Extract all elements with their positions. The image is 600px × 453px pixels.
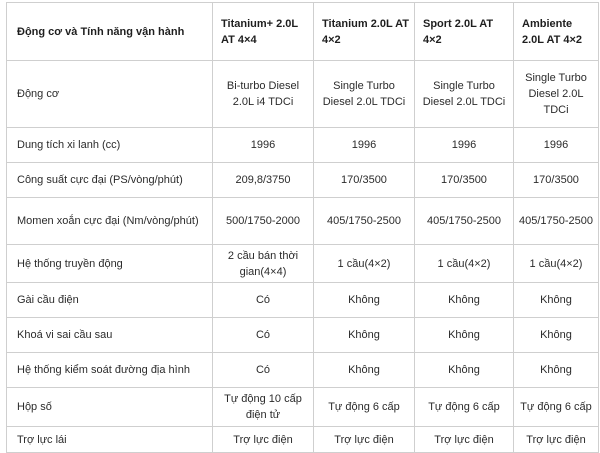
cell-value: Không <box>514 283 599 318</box>
cell-value: Không <box>415 318 514 353</box>
cell-value: 1996 <box>213 128 314 163</box>
cell-value: Tự động 6 cấp <box>514 388 599 427</box>
cell-value: 1 cầu(4×2) <box>314 245 415 283</box>
cell-value: 170/3500 <box>314 163 415 198</box>
cell-value: Tự động 6 cấp <box>314 388 415 427</box>
table-row <box>7 61 599 128</box>
cell-value: Bi-turbo Diesel 2.0L i4 TDCi <box>213 61 314 128</box>
row-label: Công suất cực đại (PS/vòng/phút) <box>7 163 213 198</box>
table-row <box>7 163 599 198</box>
cell-value: 1996 <box>314 128 415 163</box>
cell-value: Có <box>213 318 314 353</box>
row-label: Trợ lực lái <box>7 427 213 453</box>
table-row <box>7 318 599 353</box>
table-header-row <box>7 3 599 61</box>
cell-value: Không <box>314 318 415 353</box>
cell-value: Single Turbo Diesel 2.0L TDCi <box>415 61 514 128</box>
cell-value: Trợ lực điện <box>213 427 314 453</box>
cell-value: Có <box>213 283 314 318</box>
header-feature: Động cơ và Tính năng vận hành <box>7 3 213 61</box>
cell-value: 1996 <box>415 128 514 163</box>
header-sport: Sport 2.0L AT 4×2 <box>415 3 514 61</box>
cell-value: Single Turbo Diesel 2.0L TDCi <box>514 61 599 128</box>
cell-value: 1996 <box>514 128 599 163</box>
table-row <box>7 388 599 427</box>
cell-value: Không <box>514 353 599 388</box>
cell-value: Không <box>415 283 514 318</box>
cell-value: Không <box>415 353 514 388</box>
cell-value: Trợ lực điện <box>314 427 415 453</box>
row-label: Hệ thống truyền động <box>7 245 213 283</box>
spec-table <box>6 2 599 453</box>
row-label: Gài cầu điện <box>7 283 213 318</box>
cell-value: Tự động 10 cấp điện tử <box>213 388 314 427</box>
cell-value: 170/3500 <box>415 163 514 198</box>
cell-value: Có <box>213 353 314 388</box>
table-row <box>7 198 599 245</box>
table-row <box>7 283 599 318</box>
cell-value: 2 cầu bán thời gian(4×4) <box>213 245 314 283</box>
cell-value: Không <box>514 318 599 353</box>
cell-value: Không <box>314 283 415 318</box>
cell-value: 170/3500 <box>514 163 599 198</box>
row-label: Momen xoắn cực đại (Nm/vòng/phút) <box>7 198 213 245</box>
row-label: Động cơ <box>7 61 213 128</box>
header-titanium: Titanium 2.0L AT 4×2 <box>314 3 415 61</box>
cell-value: Single Turbo Diesel 2.0L TDCi <box>314 61 415 128</box>
cell-value: 209,8/3750 <box>213 163 314 198</box>
table-row <box>7 353 599 388</box>
cell-value: 1 cầu(4×2) <box>514 245 599 283</box>
header-ambiente: Ambiente 2.0L AT 4×2 <box>514 3 599 61</box>
header-titanium-plus: Titanium+ 2.0L AT 4×4 <box>213 3 314 61</box>
table-row <box>7 245 599 283</box>
table-row <box>7 427 599 453</box>
table-row <box>7 128 599 163</box>
row-label: Khoá vi sai cầu sau <box>7 318 213 353</box>
cell-value: Trợ lực điện <box>415 427 514 453</box>
row-label: Dung tích xi lanh (cc) <box>7 128 213 163</box>
cell-value: Tự động 6 cấp <box>415 388 514 427</box>
cell-value: 500/1750-2000 <box>213 198 314 245</box>
cell-value: 405/1750-2500 <box>415 198 514 245</box>
cell-value: Trợ lực điện <box>514 427 599 453</box>
cell-value: 405/1750-2500 <box>314 198 415 245</box>
cell-value: 405/1750-2500 <box>514 198 599 245</box>
cell-value: Không <box>314 353 415 388</box>
row-label: Hệ thống kiểm soát đường địa hình <box>7 353 213 388</box>
cell-value: 1 cầu(4×2) <box>415 245 514 283</box>
row-label: Hộp số <box>7 388 213 427</box>
